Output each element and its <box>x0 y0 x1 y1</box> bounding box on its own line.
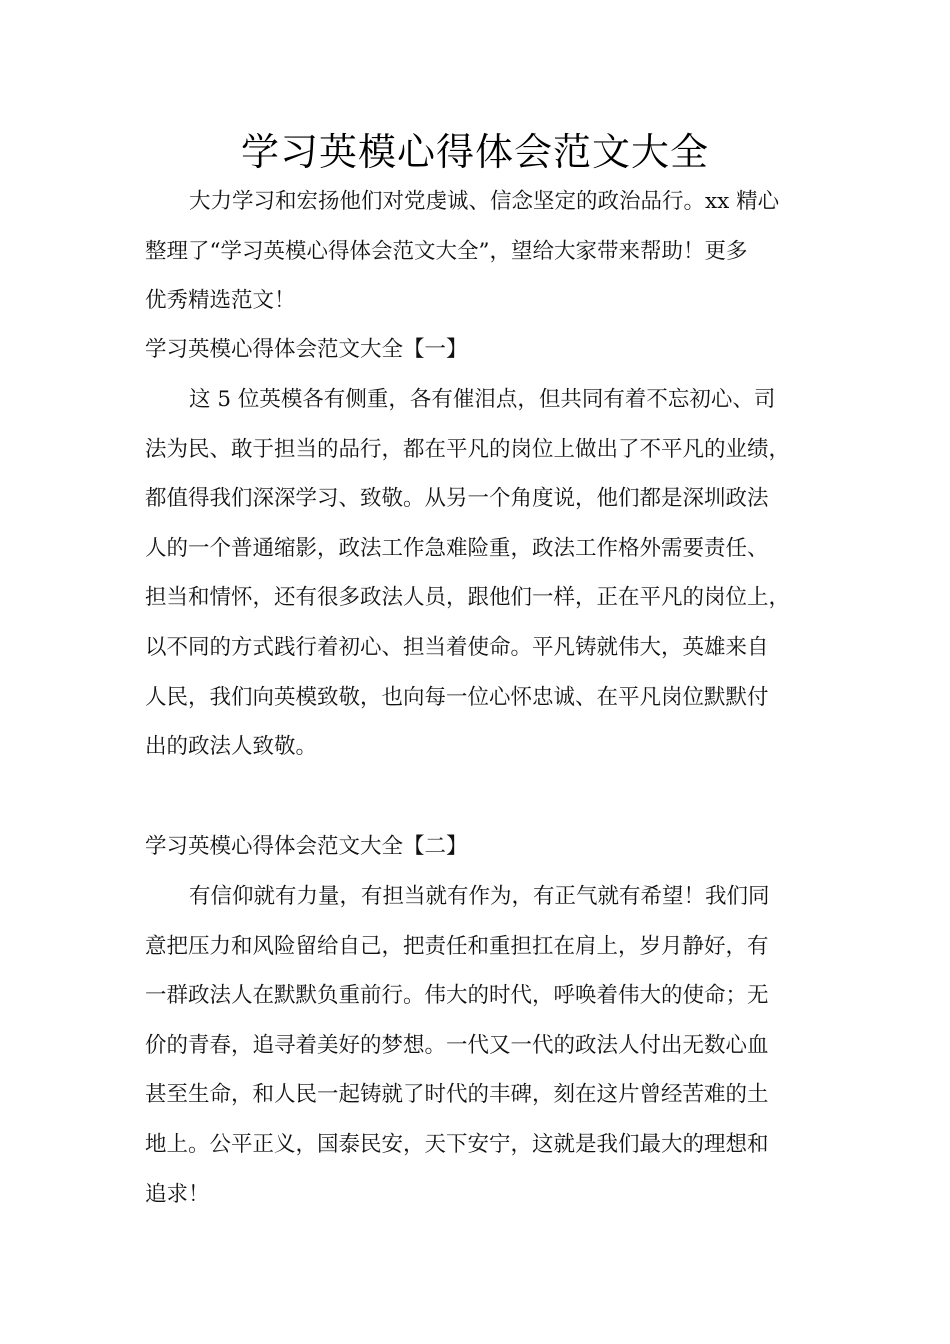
paragraph-line: 甚至生命，和人民一起铸就了时代的丰碑，刻在这片曾经苦难的土 <box>145 1082 769 1108</box>
section-2-paragraph <box>145 872 825 1219</box>
paragraph-line: 担当和情怀，还有很多政法人员，跟他们一样，正在平凡的岗位上， <box>145 585 791 611</box>
paragraph-line: 出的政法人致敬。 <box>145 734 318 760</box>
intro-line: 大力学习和宏扬他们对党虔诚、信念坚定的政治品行。xx 精心 <box>189 189 780 214</box>
intro-line: 整理了“学习英模心得体会范文大全”，望给大家带来帮助！更多 <box>145 238 748 264</box>
paragraph-line: 意把压力和风险留给自己，把责任和重担扛在肩上，岁月静好，有 <box>145 933 769 959</box>
paragraph-line: 地上。公平正义，国泰民安，天下安宁，这就是我们最大的理想和 <box>145 1131 769 1157</box>
paragraph-line: 法为民、敢于担当的品行，都在平凡的岗位上做出了不平凡的业绩， <box>145 436 791 462</box>
paragraph-line: 都值得我们深深学习、致敬。从另一个角度说，他们都是深圳政法 <box>145 486 769 512</box>
document-title: 学习英模心得体会范文大全 <box>240 130 709 174</box>
section-heading-2: 学习英模心得体会范文大全【二】 <box>145 834 468 859</box>
paragraph-line: 人民，我们向英模致敬，也向每一位心怀忠诚、在平凡岗位默默付 <box>145 684 769 710</box>
intro-paragraph <box>145 177 825 326</box>
section-heading-1: 学习英模心得体会范文大全【一】 <box>145 337 468 362</box>
section-1-paragraph <box>145 375 825 772</box>
paragraph-line: 人的一个普通缩影，政法工作急难险重，政法工作格外需要责任、 <box>145 535 769 561</box>
paragraph-line: 有信仰就有力量，有担当就有作为，有正气就有希望！我们同 <box>189 884 770 909</box>
paragraph-line: 价的青春，追寻着美好的梦想。一代又一代的政法人付出无数心血 <box>145 1032 769 1058</box>
paragraph-line: 追求！ <box>145 1181 210 1207</box>
paragraph-line: 这 5 位英模各有侧重，各有催泪点，但共同有着不忘初心、司 <box>189 387 776 412</box>
paragraph-line: 以不同的方式践行着初心、担当着使命。平凡铸就伟大，英雄来自 <box>145 634 769 660</box>
paragraph-line: 一群政法人在默默负重前行。伟大的时代，呼唤着伟大的使命；无 <box>145 983 769 1009</box>
intro-line: 优秀精选范文！ <box>145 288 296 314</box>
